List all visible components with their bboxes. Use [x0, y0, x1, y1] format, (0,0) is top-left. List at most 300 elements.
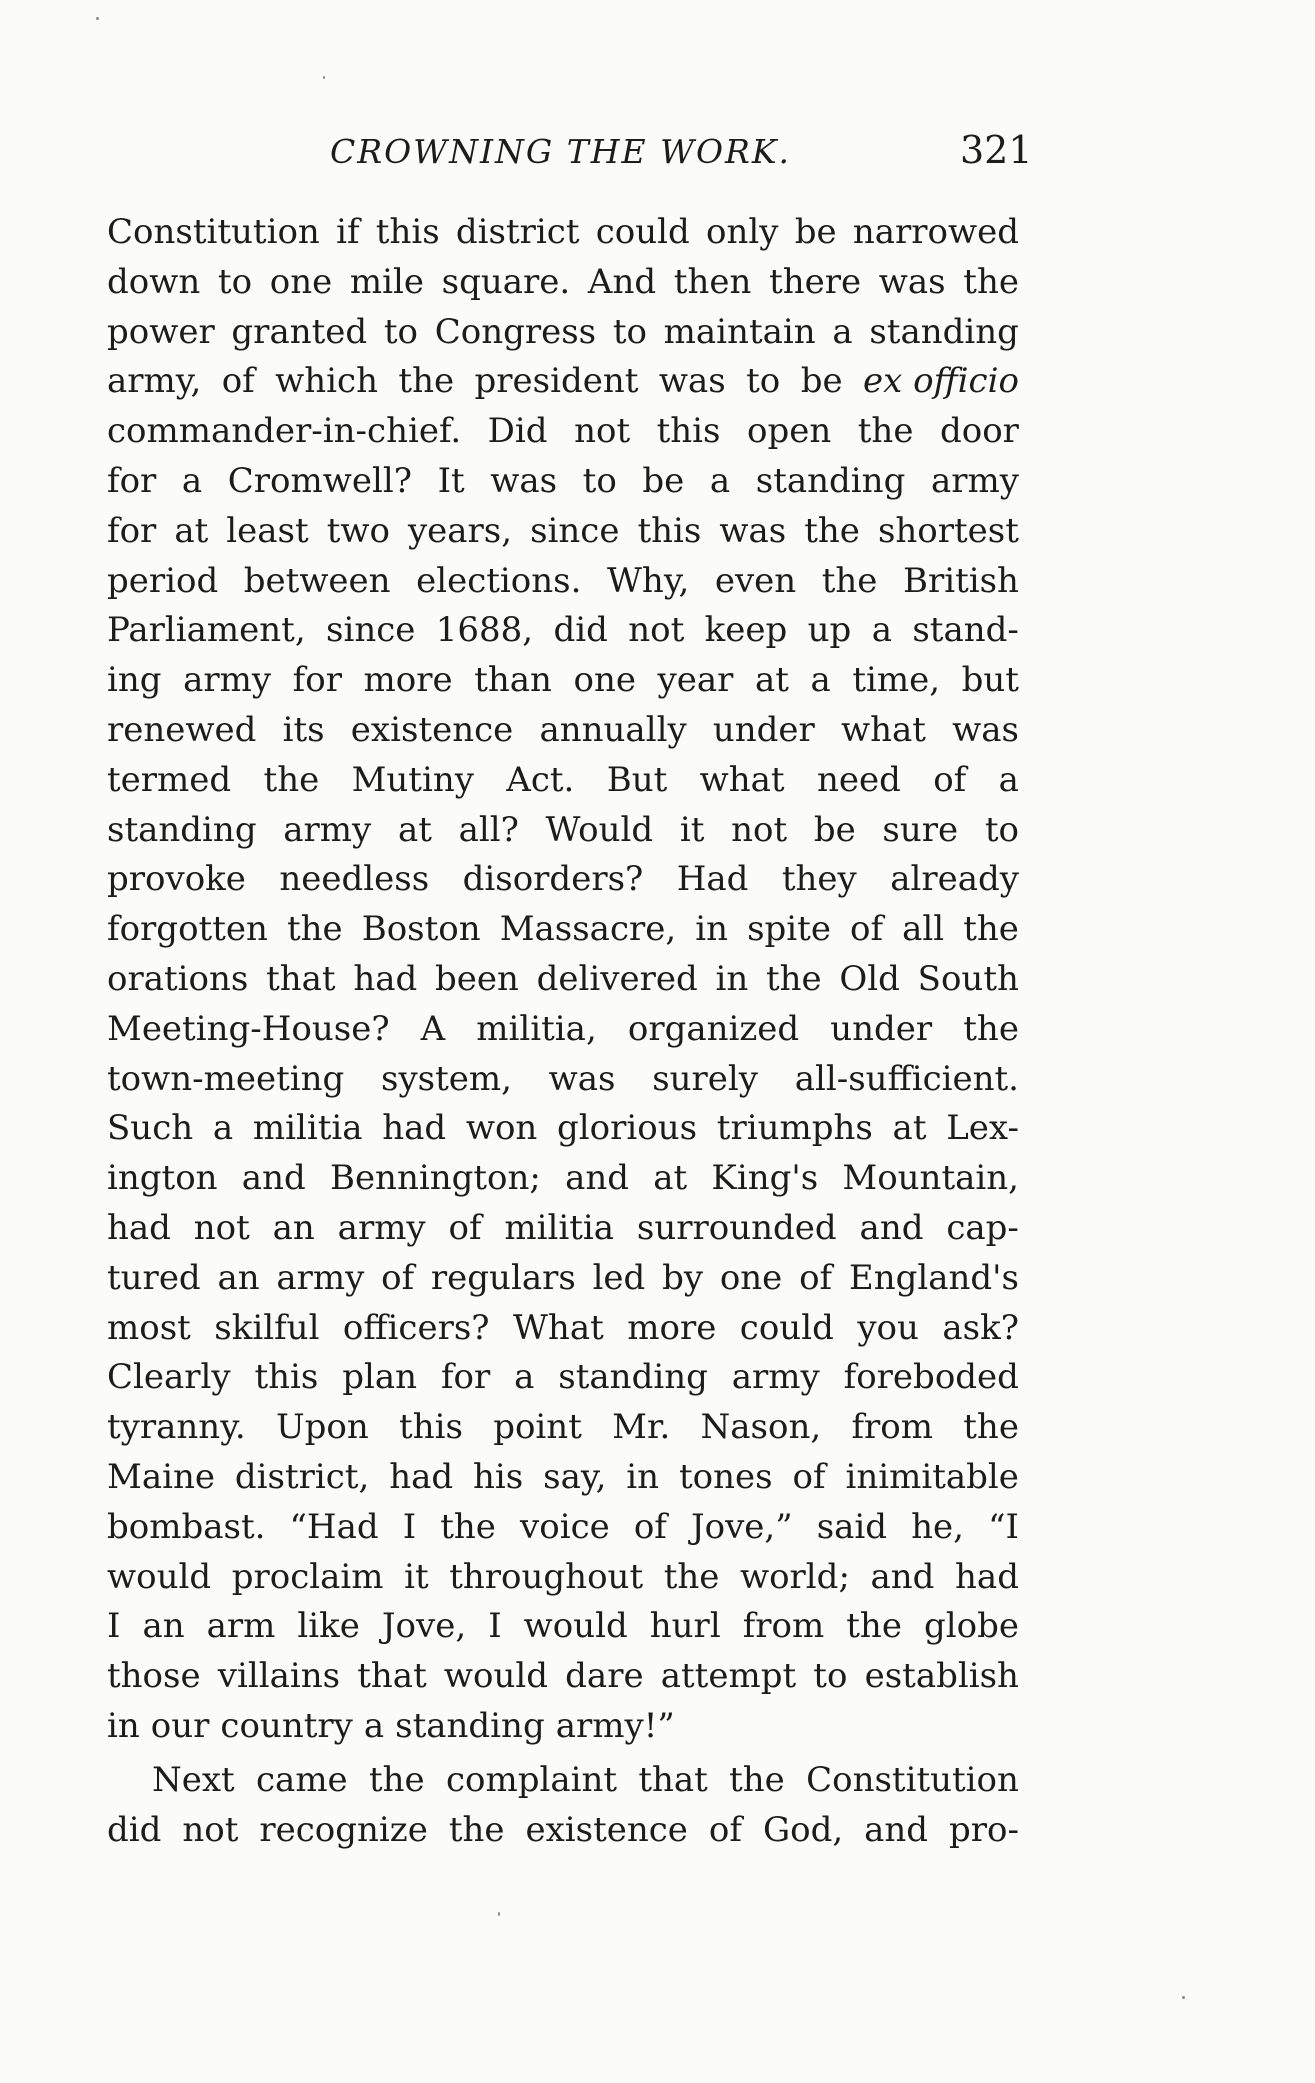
word: a [514, 1357, 535, 1398]
word: proclaim [231, 1556, 384, 1597]
text-line [107, 1304, 1019, 1354]
word: they [781, 859, 857, 900]
word: it [404, 1556, 429, 1597]
word: this [375, 212, 440, 252]
page-number: 321 [960, 128, 1033, 172]
word: Why, [606, 560, 690, 601]
text-line [107, 806, 1019, 856]
word: this [637, 510, 702, 551]
paragraph [107, 208, 1019, 1752]
word: Such [107, 1108, 194, 1149]
word: shortest [877, 510, 1019, 551]
word: 1688, [435, 610, 534, 651]
word: all-sufficient. [794, 1058, 1019, 1099]
word: the [729, 1759, 785, 1800]
word: Congress [434, 311, 597, 352]
word: years, [407, 510, 513, 551]
word: not [574, 411, 631, 452]
word: could [739, 1307, 834, 1348]
text-line [107, 1254, 1019, 1304]
word: provoke [107, 859, 246, 900]
word: not [182, 1809, 239, 1850]
word: a [832, 311, 853, 352]
paper-speck [323, 76, 325, 79]
word: army [183, 660, 272, 701]
word: plan [342, 1357, 418, 1398]
word: South [917, 958, 1019, 999]
word: was [952, 709, 1019, 750]
word: all? [458, 809, 519, 850]
word: Did [487, 411, 548, 452]
word: Would [545, 809, 654, 850]
word: the [857, 411, 914, 452]
word: British [902, 560, 1019, 601]
word: militia, [476, 1008, 597, 1049]
word: existence [350, 709, 514, 750]
word: from [742, 1606, 825, 1647]
word: tones [678, 1456, 773, 1497]
word: attempt [660, 1656, 797, 1697]
text-line [107, 1702, 1019, 1752]
word: at [397, 809, 432, 850]
word: voice [520, 1506, 610, 1547]
word: disorders? [462, 859, 644, 900]
word: to [582, 460, 617, 501]
word: ask? [942, 1307, 1019, 1348]
word: had [353, 958, 418, 999]
paragraph [107, 1756, 1019, 1856]
word: an [217, 1257, 260, 1298]
text-line [107, 955, 1019, 1005]
word: a [363, 1705, 385, 1746]
text-line [107, 208, 1019, 258]
word: narrowed [852, 212, 1019, 252]
word: to [813, 1656, 848, 1697]
word: Mr. [612, 1407, 671, 1448]
word: point [493, 1407, 582, 1448]
word: sure [882, 809, 959, 850]
word: triumphs [716, 1108, 873, 1149]
word: globe [923, 1606, 1019, 1647]
word: delivered [536, 958, 698, 999]
word: Jove, [381, 1606, 467, 1647]
word: glorious [557, 1108, 698, 1149]
word: What [512, 1307, 604, 1348]
word: a [212, 1108, 234, 1149]
word: been [435, 958, 519, 999]
word: down [107, 261, 201, 302]
word: won [465, 1108, 538, 1149]
word: to [217, 261, 253, 302]
word: to [612, 311, 647, 352]
word: country [220, 1705, 353, 1746]
word: And [587, 261, 657, 302]
word: was [719, 510, 787, 551]
text-line [107, 1652, 1019, 1702]
word: in [715, 958, 749, 999]
text-line [107, 308, 1019, 358]
word: throughout [449, 1556, 644, 1597]
word: A [420, 1008, 446, 1049]
word: ington [107, 1158, 218, 1199]
word: than [474, 660, 552, 701]
word: King's [711, 1158, 819, 1199]
word: a [871, 610, 892, 651]
word: that [357, 1656, 427, 1697]
word: orations [107, 958, 249, 999]
word: the [804, 510, 860, 551]
word: be [794, 212, 837, 252]
word: Constitution [806, 1759, 1019, 1800]
word: in [695, 909, 729, 950]
word: at [174, 510, 209, 551]
word: you [857, 1307, 919, 1348]
word: But [606, 759, 668, 800]
word: the [963, 909, 1019, 950]
word: and [864, 1809, 929, 1850]
word: I [107, 1606, 121, 1647]
word: surrounded [636, 1207, 837, 1248]
word: Bennington; [329, 1158, 541, 1199]
word: mile [349, 261, 424, 302]
word: Upon [275, 1407, 369, 1448]
word: Mountain, [842, 1158, 1019, 1199]
running-head [330, 128, 1033, 182]
word: the [368, 1759, 425, 1800]
word: the [963, 1407, 1019, 1448]
word: inimitable [845, 1456, 1019, 1497]
word: at [653, 1158, 688, 1199]
word: he, [911, 1506, 964, 1547]
word: Boston [361, 909, 481, 950]
text-line [107, 1204, 1019, 1254]
word: Maine [107, 1456, 215, 1497]
word: regulars [430, 1257, 576, 1298]
text-line [107, 1353, 1019, 1403]
word: standing [107, 809, 257, 850]
word: between [243, 560, 391, 601]
word: standing [395, 1705, 545, 1746]
word: was [658, 361, 726, 402]
word: for [107, 460, 157, 501]
word: district, [234, 1456, 370, 1497]
word: but [961, 660, 1019, 701]
word: year [657, 660, 734, 701]
word: forgotten [107, 909, 268, 950]
text-line [107, 656, 1019, 706]
word: its [282, 709, 325, 750]
word: complaint [445, 1759, 618, 1800]
word: Lex- [946, 1108, 1019, 1149]
word: Mutiny [351, 759, 474, 800]
word: recognize [259, 1809, 428, 1850]
word: pro- [949, 1809, 1019, 1850]
word: had [107, 1207, 171, 1248]
word: said [816, 1506, 888, 1547]
word: two [326, 510, 390, 551]
word: world; [739, 1556, 850, 1597]
text-line [107, 357, 1019, 407]
body-text [107, 208, 1019, 1855]
word: granted [231, 311, 368, 352]
word: most [107, 1307, 191, 1348]
word: commander-in-chief. [107, 411, 462, 452]
word: to [984, 809, 1019, 850]
word: a [709, 460, 731, 501]
word: standing [755, 460, 906, 501]
text-line [107, 1104, 1019, 1154]
word: at [754, 660, 789, 701]
word: town-meeting [107, 1058, 345, 1099]
word: had [955, 1556, 1019, 1597]
word: establish [864, 1656, 1019, 1697]
word: what [841, 709, 926, 750]
word: Clearly [107, 1357, 231, 1398]
word: renewed [107, 709, 257, 750]
word: up [807, 610, 852, 651]
word: the [448, 1809, 505, 1850]
word: villains [217, 1656, 341, 1697]
word: and [565, 1158, 630, 1199]
word: this [254, 1357, 319, 1398]
word: what [699, 759, 785, 800]
word: in [107, 1705, 140, 1746]
word: organized [627, 1008, 800, 1049]
word: be [642, 460, 685, 501]
word: his [473, 1456, 524, 1497]
word: of [850, 909, 884, 950]
word: for [107, 510, 157, 551]
word: to [383, 311, 418, 352]
word: not [628, 610, 685, 651]
word: it [679, 809, 705, 850]
word: even [714, 560, 797, 601]
word: arm [206, 1606, 276, 1647]
paper-speck [1182, 1996, 1185, 1999]
word: an [272, 1207, 315, 1248]
text-line [107, 1806, 1019, 1856]
word: of [933, 759, 967, 800]
word: say, [543, 1456, 607, 1497]
word: least [226, 510, 309, 551]
word: I [402, 1506, 417, 1547]
word: army, [107, 361, 202, 402]
word: like [297, 1606, 360, 1647]
word: period [107, 560, 219, 601]
text-line [107, 507, 1019, 557]
text-line [107, 457, 1019, 507]
word: was [878, 261, 946, 302]
text-line [107, 1005, 1019, 1055]
word: for [440, 1357, 491, 1398]
word: ex officio [863, 361, 1019, 402]
word: open [747, 411, 832, 452]
word: the [663, 1556, 720, 1597]
word: existence [525, 1809, 688, 1850]
word: did [553, 610, 608, 651]
word: stand- [912, 610, 1019, 651]
word: officers? [342, 1307, 490, 1348]
word: standing [558, 1357, 708, 1398]
word: tured [107, 1257, 201, 1298]
word: Constitution [107, 212, 320, 252]
word: had [382, 1108, 447, 1149]
word: Nason, [700, 1407, 822, 1448]
word: the [766, 958, 822, 999]
word: army [283, 809, 372, 850]
word: and [241, 1158, 306, 1199]
text-line [107, 1403, 1019, 1453]
word: more [627, 1307, 717, 1348]
word: the [440, 1506, 496, 1547]
word: then [673, 261, 752, 302]
word: the [398, 361, 455, 402]
word: “I [988, 1506, 1019, 1547]
word: would [523, 1606, 628, 1647]
text-line [107, 756, 1019, 806]
word: Cromwell? [227, 460, 412, 501]
word: cap- [946, 1207, 1019, 1248]
word: had [389, 1456, 454, 1497]
word: and [870, 1556, 935, 1597]
word: militia [504, 1207, 615, 1248]
word: God, [762, 1809, 844, 1850]
word: skilful [214, 1307, 320, 1348]
word: surely [652, 1058, 758, 1099]
word: the [263, 759, 320, 800]
word: ing [107, 660, 162, 701]
word: could [595, 212, 690, 252]
word: there [769, 261, 862, 302]
word: the [286, 909, 343, 950]
word: tyranny. [107, 1407, 246, 1448]
word: president [474, 361, 639, 402]
word: be [813, 809, 856, 850]
word: militia [252, 1108, 363, 1149]
word: more [363, 660, 453, 701]
word: the [821, 560, 878, 601]
word: would [107, 1556, 212, 1597]
word: of [708, 1809, 742, 1850]
word: if [336, 212, 360, 252]
word: bombast. [107, 1506, 266, 1547]
word: termed [107, 759, 232, 800]
word: already [890, 859, 1019, 900]
word: under [712, 709, 815, 750]
paper-speck [498, 1912, 500, 1916]
word: by [662, 1257, 704, 1298]
word: army [276, 1257, 365, 1298]
word: It [437, 460, 465, 501]
word: Meeting-House? [107, 1008, 390, 1049]
word: this [399, 1407, 463, 1448]
text-line [107, 1055, 1019, 1105]
word: this [656, 411, 721, 452]
word: power [107, 311, 215, 352]
word: a [998, 759, 1019, 800]
word: did [107, 1809, 162, 1850]
word: to [746, 361, 781, 402]
word: at [892, 1108, 927, 1149]
word: Had [676, 859, 749, 900]
word: one [573, 660, 636, 701]
word: for [292, 660, 342, 701]
text-line [107, 706, 1019, 756]
word: one [269, 261, 333, 302]
text-line [107, 1553, 1019, 1603]
word: system, [381, 1058, 512, 1099]
word: foreboded [843, 1357, 1019, 1398]
word: army!” [555, 1705, 675, 1746]
text-line [107, 905, 1019, 955]
word: that [266, 958, 336, 999]
text-line [107, 1453, 1019, 1503]
chapter-title: CROWNING THE WORK. [330, 132, 792, 171]
word: Old [839, 958, 900, 999]
word: I [488, 1606, 502, 1647]
text-line [107, 407, 1019, 457]
word: district [455, 212, 580, 252]
word: which [275, 361, 378, 402]
word: led [592, 1257, 646, 1298]
text-line [107, 1602, 1019, 1652]
word: and [859, 1207, 924, 1248]
text-line [107, 855, 1019, 905]
word: was [490, 460, 558, 501]
word: came [256, 1759, 348, 1800]
word: standing [869, 311, 1019, 352]
word: army [930, 460, 1019, 501]
word: square. [441, 261, 571, 302]
word: a [810, 660, 831, 701]
word: of [799, 1257, 833, 1298]
word: a [181, 460, 203, 501]
word: army [337, 1207, 426, 1248]
word: army [731, 1357, 820, 1398]
word: of [633, 1506, 667, 1547]
text-line [107, 557, 1019, 607]
word: was [548, 1058, 616, 1099]
word: an [142, 1606, 185, 1647]
word: hurl [649, 1606, 721, 1647]
word: those [107, 1656, 201, 1697]
word: keep [704, 610, 788, 651]
word: maintain [663, 311, 816, 352]
word: all [902, 909, 945, 950]
word: dare [565, 1656, 644, 1697]
word: in [626, 1456, 660, 1497]
word: Massacre, [499, 909, 677, 950]
word: be [800, 361, 843, 402]
word: of [792, 1456, 826, 1497]
word: since [326, 610, 416, 651]
word: our [150, 1705, 210, 1746]
word: of [381, 1257, 415, 1298]
word: of [448, 1207, 482, 1248]
word: elections. [416, 560, 582, 601]
word: “Had [289, 1506, 379, 1547]
word: door [939, 411, 1019, 452]
word: Parliament, [107, 610, 306, 651]
word: under [830, 1008, 933, 1049]
text-line [107, 606, 1019, 656]
text-line [107, 258, 1019, 308]
paper-speck [96, 17, 99, 20]
word: from [851, 1407, 933, 1448]
word: not [193, 1207, 250, 1248]
word: spite [747, 909, 831, 950]
word: the [963, 261, 1019, 302]
